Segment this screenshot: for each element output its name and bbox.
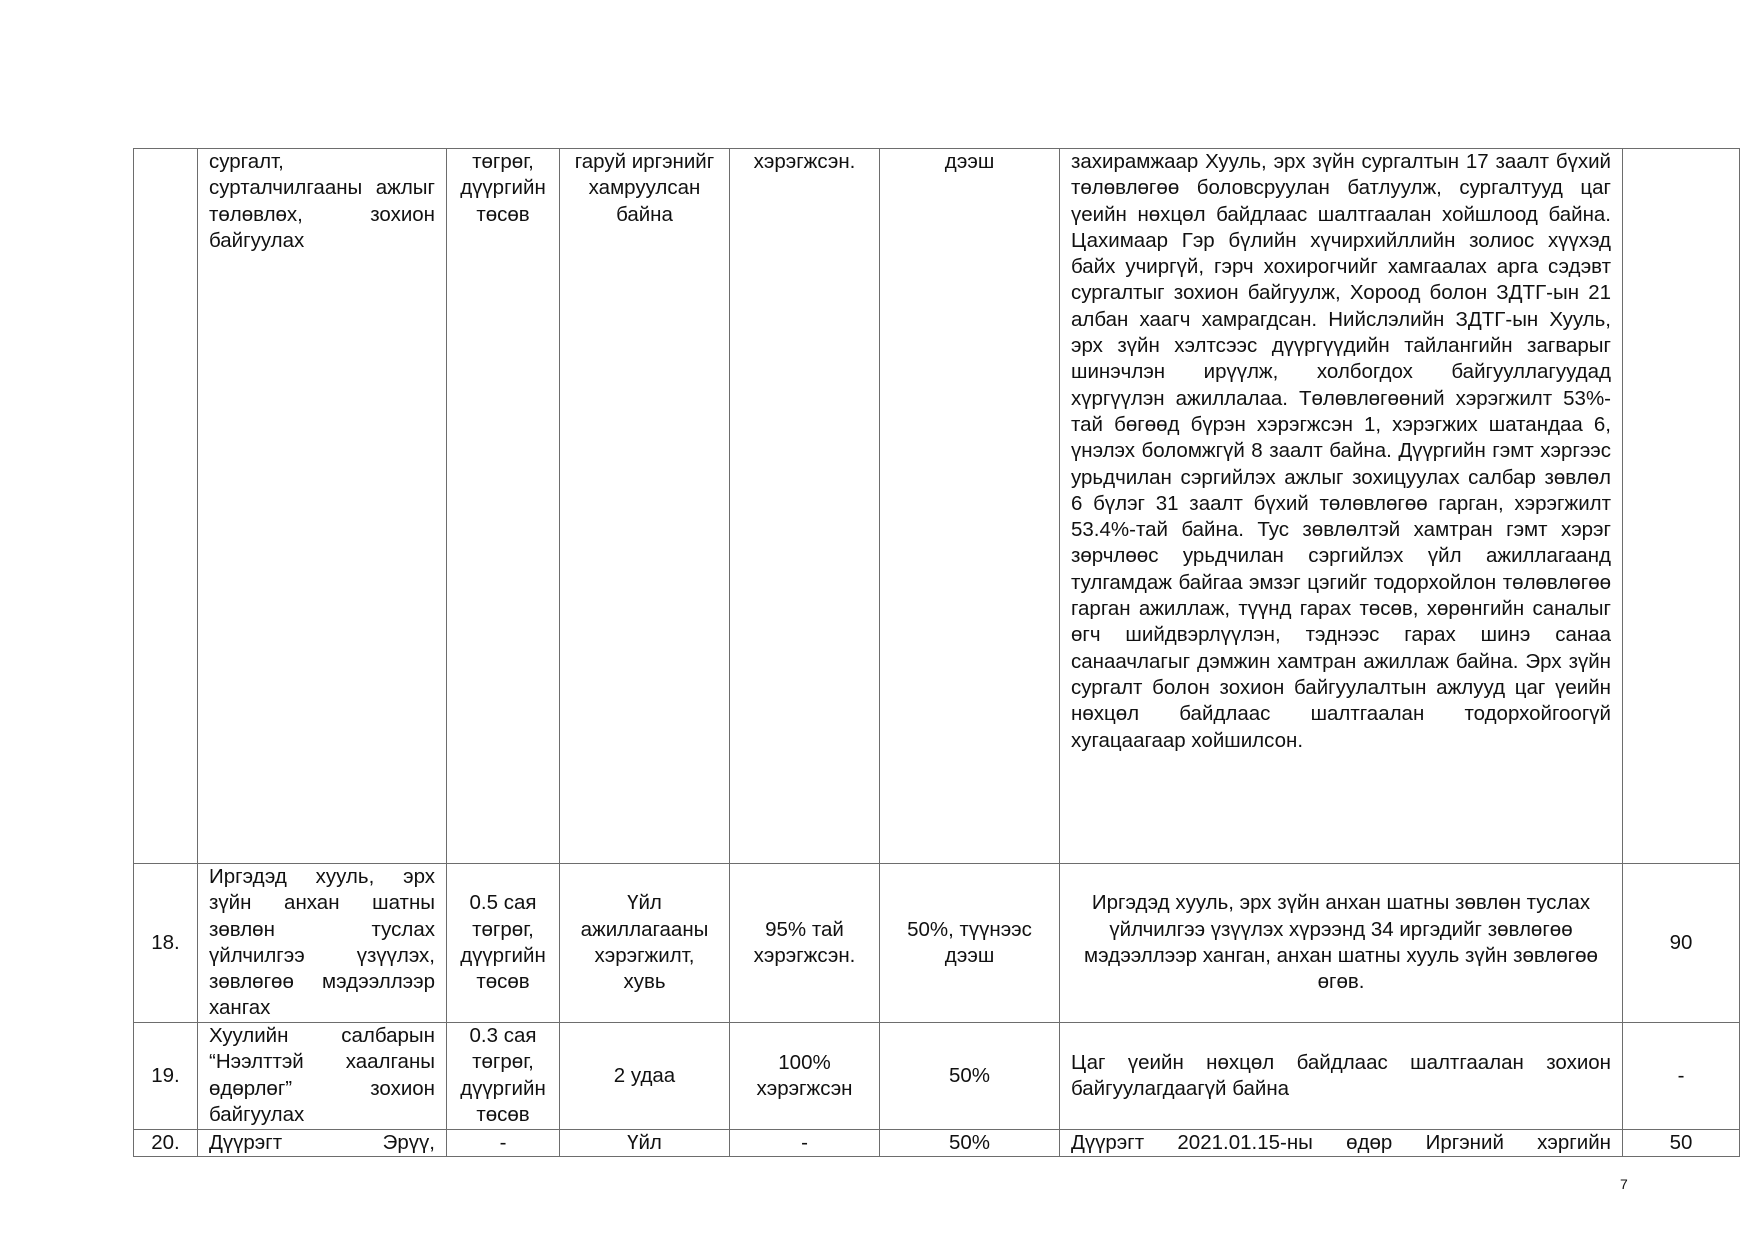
row-number: 20.: [134, 1130, 198, 1157]
table-row: [134, 1130, 1740, 1157]
table-row: [134, 864, 1740, 1023]
baseline-cell: 100% хэрэгжсэн: [730, 1023, 880, 1130]
baseline-cell: хэрэгжсэн.: [730, 149, 880, 864]
table-row: [134, 1023, 1740, 1130]
row-number: 18.: [134, 864, 198, 1023]
budget-cell: -: [447, 1130, 560, 1157]
budget-cell: 0.5 сая төгрөг, дүүргийн төсөв: [447, 864, 560, 1023]
target-cell: 50%: [880, 1130, 1060, 1157]
table-row: [134, 149, 1740, 864]
score-cell: [1623, 149, 1740, 864]
indicator-cell: Үйл ажиллагааны хэрэгжилт, хувь: [560, 864, 730, 1023]
score-cell: 90: [1623, 864, 1740, 1023]
target-cell: дээш: [880, 149, 1060, 864]
report-cell: захирамжаар Хууль, эрх зүйн сургалтын 17 заалт бүхий төлөвлөгөө боловсруулан батлуулж, сургалтууд цаг үеийн нөхцөл байдлаас шалтгаалан хойшлоод байна. Цахимаар Гэр бүлийн хүчирхийллийн золиос хүүхэд байх учиргүй, гэрч хохирогчийг хамгаалах арга сэдэвт сургалтыг зохион байгуулж, Хороод болон ЗДТГ-ын 21 албан хаагч хамрагдсан. Нийслэлийн ЗДТГ-ын Хууль, эрх зүйн хэлтсээс дүүргүүдийн тайлангийн загварыг шинэчлэн ирүүлж, холбогдох байгууллагуудад хүргүүлэн ажиллалаа. Төлөвлөгөөний хэрэгжилт 53%-тай бөгөөд бүрэн хэрэгжсэн 1, хэрэгжих шатандаа 6, үнэлэх боломжгүй 8 заалт байна. Дүүргийн гэмт хэргээс урьдчилан сэргийлэх ажлыг зохицуулах салбар зөвлөл 6 бүлэг 31 заалт бүхий төлөвлөгөө гарган, хэрэгжилт 53.4%-тай байна. Тус зөвлөлтэй хамтран гэмт хэрэг зөрчлөөс урьдчилан сэргийлэх үйл ажиллагаанд тулгамдаж байгаа эмзэг цэгийг тодорхойлон төлөвлөгөө гарган ажиллаж, түүнд гарах төсөв, хөрөнгийн саналыг өгч шийдвэрлүүлэн, тэднээс гарах шинэ санаа санаачлагыг дэмжин хамтран ажиллаж байна. Эрх зүйн сургалт болон зохион байгуулалтын ажлууд цаг үеийн нөхцөл байдлаас шалтгаалан тодорхойгоогүй хугацаагаар хойшилсон.: [1060, 149, 1623, 864]
report-cell: Цаг үеийн нөхцөл байдлаас шалтгаалан зохион байгуулагдаагүй байна: [1060, 1023, 1623, 1130]
report-cell: Иргэдэд хууль, эрх зүйн анхан шатны зөвлөн туслах үйлчилгээ үзүүлэх хүрээнд 34 иргэдийг зөвлөгөө мэдээллээр ханган, анхан шатны хууль зүйн зөвлөгөө өгөв.: [1060, 864, 1623, 1023]
score-cell: -: [1623, 1023, 1740, 1130]
target-cell: 50%: [880, 1023, 1060, 1130]
indicator-cell: гаруй иргэнийг хамруулсан байна: [560, 149, 730, 864]
activity-cell: Дүүрэгт Эрүү,: [198, 1130, 447, 1157]
activity-cell: Иргэдэд хууль, эрх зүйн анхан шатны зөвлөн туслах үйлчилгээ үзүүлэх, зөвлөгөө мэдээллээр хангах: [198, 864, 447, 1023]
page-number: 7: [1620, 1176, 1628, 1192]
indicator-cell: Үйл: [560, 1130, 730, 1157]
budget-cell: 0.3 сая төгрөг, дүүргийн төсөв: [447, 1023, 560, 1130]
activity-cell: сургалт, сурталчилгааны ажлыг төлөвлөх, зохион байгуулах: [198, 149, 447, 864]
baseline-cell: -: [730, 1130, 880, 1157]
baseline-cell: 95% тай хэрэгжсэн.: [730, 864, 880, 1023]
row-number: [134, 149, 198, 864]
report-table: [133, 148, 1740, 1157]
row-number: 19.: [134, 1023, 198, 1130]
budget-cell: төгрөг, дүүргийн төсөв: [447, 149, 560, 864]
indicator-cell: 2 удаа: [560, 1023, 730, 1130]
report-cell: Дүүрэгт 2021.01.15-ны өдөр Иргэний хэргийн: [1060, 1130, 1623, 1157]
activity-cell: Хуулийн салбарын “Нээлттэй хаалганы өдөрлөг” зохион байгуулах: [198, 1023, 447, 1130]
score-cell: 50: [1623, 1130, 1740, 1157]
target-cell: 50%, түүнээс дээш: [880, 864, 1060, 1023]
